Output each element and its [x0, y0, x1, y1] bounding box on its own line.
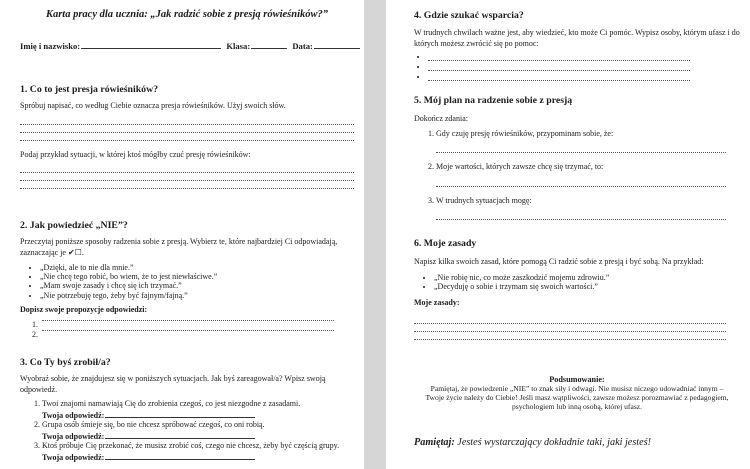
my-rules-label: Moje zasady:	[414, 297, 460, 307]
class-label: Klasa:	[226, 41, 251, 51]
section-1-heading: 1. Co to jest presja rówieśników?	[20, 84, 159, 95]
section-1-prompt: Spróbuj napisać, co według Ciebie oznacza presja rówieśników. Użyj swoich słów.	[20, 101, 286, 110]
student-id-row	[20, 40, 354, 51]
page-gap	[364, 0, 386, 469]
list-item: • „Dzięki, ale to nie dla mnie.”	[40, 263, 354, 272]
list-item	[42, 441, 354, 462]
answer-blank	[105, 451, 255, 460]
section-4-prompt: W trudnych chwilach ważne jest, aby wiedzieć, kto może Ci pomóc. Wypisz osoby, którym ufasz i do których możesz zwrócić się po pomoc:	[414, 28, 740, 48]
answer-label: Twoja odpowiedź:	[42, 410, 105, 420]
class-blank	[251, 40, 287, 49]
support-list	[414, 52, 740, 82]
list-item	[428, 72, 740, 82]
rules-example-list	[414, 273, 740, 291]
list-item	[436, 196, 740, 221]
answer-line	[414, 339, 726, 340]
final-note-label: Pamiętaj:	[414, 437, 455, 448]
own-proposals-label: Dopisz swoje propozycje odpowiedzi:	[20, 304, 148, 314]
section-2	[20, 220, 354, 339]
plan-item-text: Gdy czuję presję rówieśników, przypominam sobie, że:	[436, 128, 614, 138]
summary-title: Podsumowanie:	[549, 375, 605, 384]
section-3-heading: 3. Co Ty byś zrobił/a?	[20, 357, 111, 368]
list-number: 1.	[32, 320, 38, 330]
answer-line	[20, 132, 354, 133]
section-5	[414, 95, 740, 220]
list-item: • „Nie chcę tego robić, bo wiem, że to jest niewłaściwe.”	[40, 272, 354, 281]
date-label: Data:	[292, 41, 313, 51]
date-blank	[314, 40, 360, 49]
answer-line	[414, 323, 726, 324]
scenario-text: Twoi znajomi namawiają Cię do zrobienia czegoś, co jest niezgodne z zasadami.	[42, 399, 301, 408]
section-1-example-prompt: Podaj przykład sytuacji, w której ktoś mógłby czuć presję rówieśników:	[20, 149, 251, 159]
final-note	[414, 437, 740, 448]
scenario-text: Grupa osób śmieje się, bo nie chcesz spróbować czegoś, co oni robią.	[42, 420, 265, 429]
section-5-prompt: Dokończ zdania:	[414, 114, 468, 123]
list-item: • „Decyduję o sobie i trzymam się swoich wartości.”	[434, 282, 740, 291]
section-1	[20, 84, 354, 189]
answer-blank	[105, 409, 255, 418]
list-item: • „Nie robię nic, co może zaszkodzić mojemu zdrowiu.”	[434, 273, 740, 282]
section-4-heading: 4. Gdzie szukać wsparcia?	[414, 10, 524, 21]
answer-label: Twoja odpowiedź:	[42, 452, 105, 462]
answer-line	[428, 72, 690, 81]
name-label: Imię i nazwisko:	[20, 41, 81, 51]
summary-box	[414, 375, 740, 412]
section-6-heading: 6. Moje zasady	[414, 238, 477, 249]
section-6	[414, 238, 740, 340]
answer-line	[20, 180, 354, 181]
list-item	[428, 62, 740, 72]
section-2-prompt: Przeczytaj poniższe sposoby radzenia sobie z presją. Wybierz te, które najbardziej Ci odpowiadają, zaznaczając je ✔☐.	[20, 237, 338, 257]
own-proposal-row	[20, 320, 354, 329]
answer-line	[20, 172, 354, 173]
answer-line	[428, 62, 690, 71]
list-item	[436, 129, 740, 154]
section-2-heading: 2. Jak powiedzieć „NIE”?	[20, 220, 128, 231]
plan-item-text: Moje wartości, których zawsze chcę się trzymać, to:	[436, 162, 604, 171]
list-item	[436, 162, 740, 187]
list-item: • „Mam swoje zasady i chcę się ich trzymać.”	[40, 281, 354, 290]
document-title: Karta pracy dla ucznia: „Jak radzić sobie z presją rówieśników?”	[45, 9, 329, 20]
final-note-text: Jesteś wystarczający dokładnie taki, jaki jesteś!	[457, 437, 651, 448]
say-no-list	[20, 263, 354, 300]
section-4	[414, 10, 740, 82]
list-item	[42, 399, 354, 420]
answer-line	[42, 320, 334, 321]
list-item: • „Nie potrzebuję tego, żeby być fajnym/fajną.”	[40, 291, 354, 300]
worksheet-page-left	[0, 0, 364, 469]
section-3-prompt: Wyobraź sobie, że znajdujesz się w poniższych sytuacjach. Jak byś zareagował/a? Wpisz swoją odpowiedź.	[20, 374, 326, 394]
answer-line	[20, 124, 354, 125]
summary-text: Pamiętaj, że powiedzenie „NIE” to znak siły i odwagi. Nie musisz niczego udowadniać innym – Twoje życie należy do Ciebie! Jeśli masz wątpliwości, zawsze możesz porozmawiać z pedagogiem, psychologiem lub inną osobą, której ufasz.	[425, 384, 729, 412]
plan-list	[414, 129, 740, 221]
section-3	[20, 357, 354, 462]
section-5-heading: 5. Mój plan na radzenie sobie z presją	[414, 95, 573, 106]
answer-label: Twoja odpowiedź:	[42, 431, 105, 441]
answer-line	[436, 219, 726, 220]
answer-line	[20, 140, 354, 141]
name-blank	[81, 40, 221, 49]
list-number: 2.	[32, 330, 38, 340]
answer-line	[436, 186, 726, 187]
answer-blank	[105, 430, 255, 439]
worksheet-page-right	[386, 0, 750, 469]
answer-line	[414, 331, 726, 332]
list-item	[428, 52, 740, 62]
answer-line	[436, 152, 726, 153]
list-item	[42, 420, 354, 441]
scenario-list	[20, 399, 354, 462]
scenario-text: Ktoś próbuje Cię przekonać, że musisz zrobić coś, czego nie chcesz, żeby być częścią grupy.	[42, 441, 340, 450]
answer-line	[428, 52, 690, 61]
own-proposal-row	[20, 330, 354, 339]
plan-item-text: W trudnych sytuacjach mogę:	[436, 195, 532, 205]
answer-line	[42, 330, 334, 331]
answer-line	[20, 188, 354, 189]
section-6-prompt: Napisz kilka swoich zasad, które pomogą Ci radzić sobie z presją i być sobą. Na przykład:	[414, 257, 704, 266]
